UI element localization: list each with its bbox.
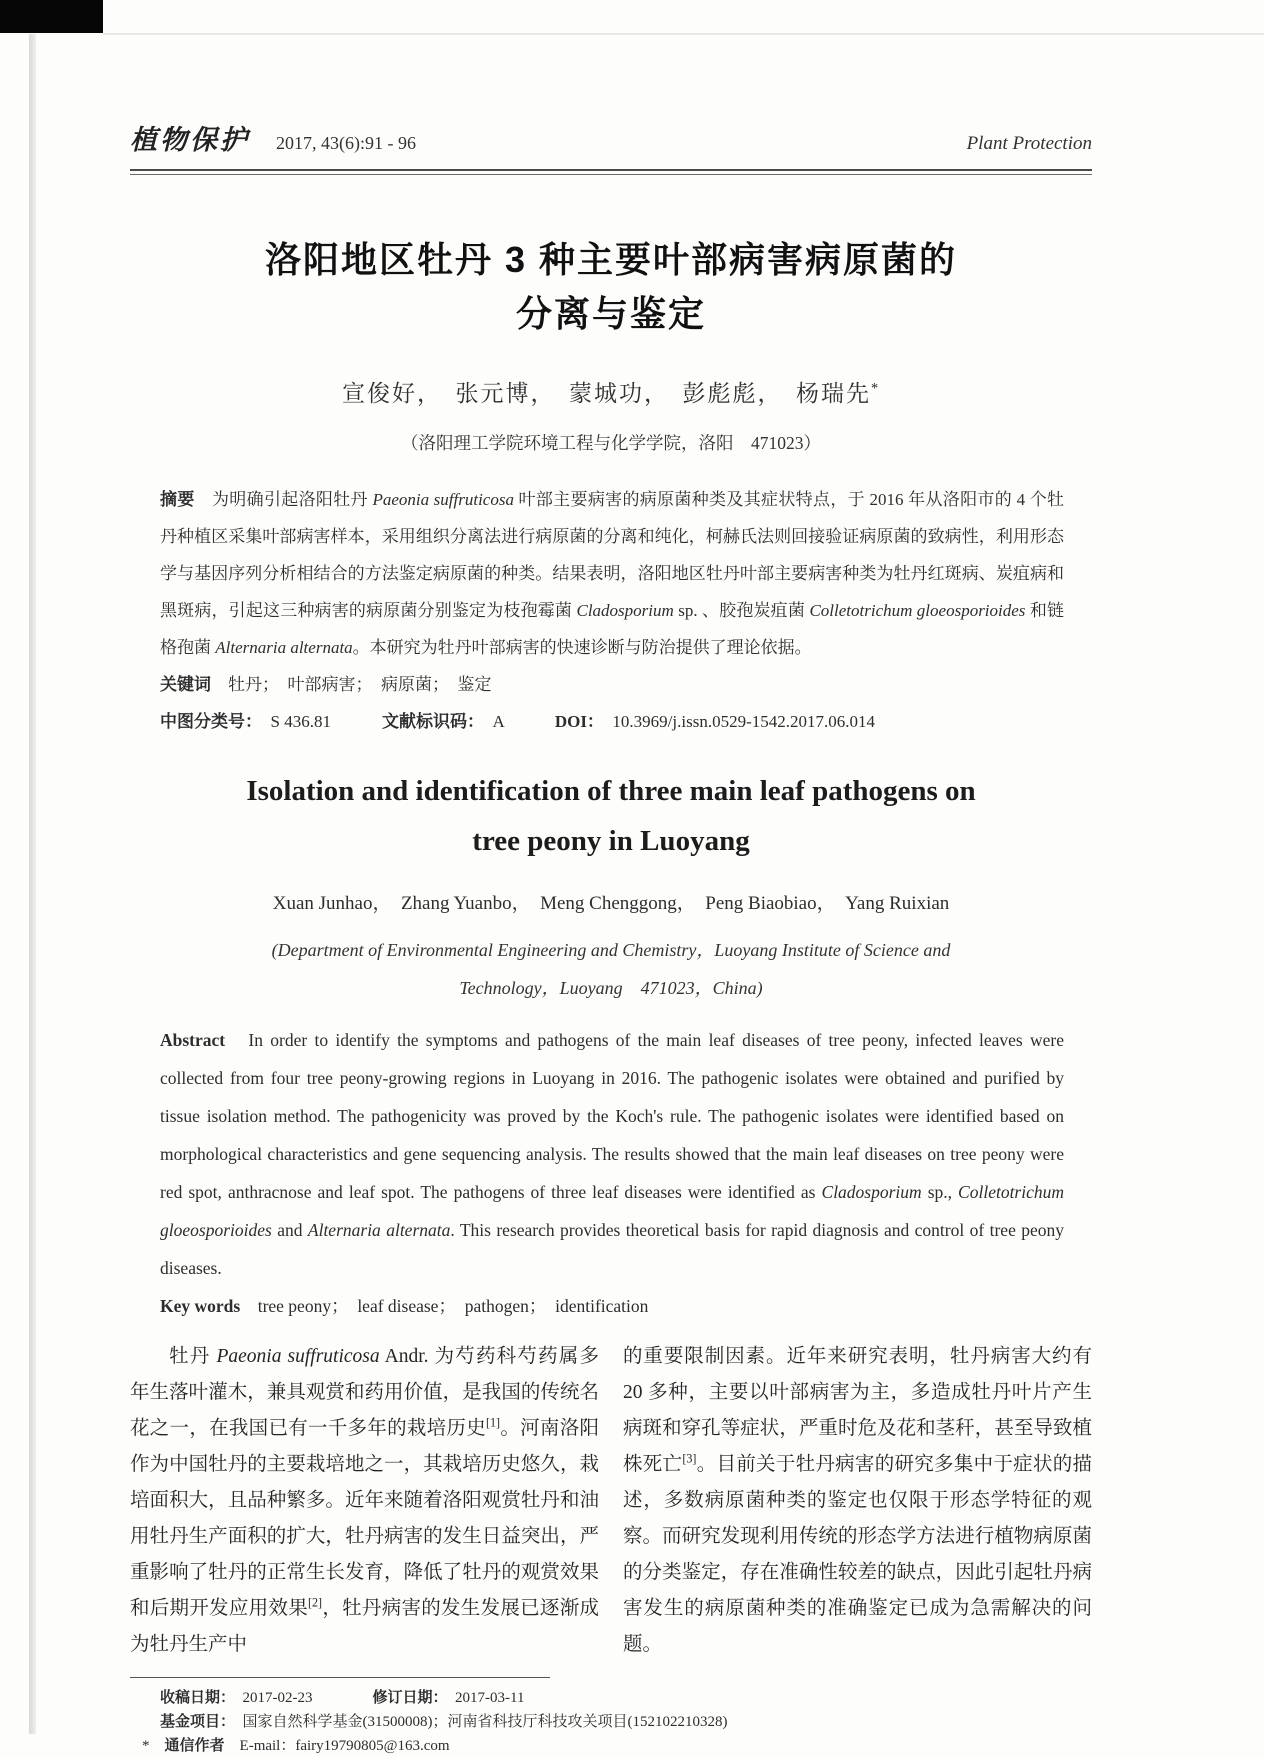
- abstract-en: Abstract In order to identify the symptoms and pathogens of the main leaf diseases of tree peony, infected leaves were collected from four tree peony-growing regions in Luoyang in 2016. The pathogenic isolates were obtained and purified by tissue isolation method. The pathogenicity was proved by the Koch's rule. The pathogenic isolates were identified based on morphological characteristics and gene sequencing analysis. The results showed that the main leaf diseases on tree peony were red spot, anthracnose and leaf spot. The pathogens of three leaf diseases were identified as Cladosporium sp., Colletotrichum gloeosporioides and Alternaria alternata. This research provides theoretical basis for rapid diagnosis and control of tree peony diseases.: [160, 1030, 1065, 1278]
- abstract-cn: 摘要 为明确引起洛阳牡丹 Paeonia suffruticosa 叶部主要病害的病原菌种类及其症状特点，于 2016 年从洛阳市的 4 个牡丹种植区采集叶部病害样本，采用组织分离法进行病原菌的分离和纯化，柯赫氏法则回接验证病原菌的致病性，利用形态学与基因序列分析相结合的方法鉴定病原菌的种类。结果表明，洛阳地区牡丹叶部主要病害种类为牡丹红斑病、炭疽病和黑斑病，引起这三种病害的病原菌分别鉴定为枝孢霉菌 Cladosporium sp. 、胶孢炭疽菌 Colletotrichum gloeosporioides 和链格孢菌 Alternaria alternata。本研究为牡丹叶部病害的快速诊断与防治提供了理论依据。: [160, 490, 1065, 657]
- affiliation-en: [130, 931, 1092, 1007]
- keywords-en: Key words tree peony； leaf disease； pathogen； identification: [160, 1296, 649, 1316]
- body-column-left: [130, 1339, 599, 1663]
- body-paragraph-right: 的重要限制因素。近年来研究表明，牡丹病害大约有 20 多种，主要以叶部病害为主，多造成牡丹叶片产生病斑和穿孔等症状，严重时危及花和茎秆，甚至导致植株死亡[3]。目前关于牡丹病害的研究多集中于症状的描述，多数病原菌种类的鉴定也仅限于形态学特征的观察。而研究发现利用传统的形态学方法进行植物病原菌的分类鉴定，存在准确性较差的缺点，因此引起牡丹病害发生的病原菌种类的准确鉴定已成为急需解决的问题。: [623, 1346, 1092, 1655]
- journal-name-en: Plant Protection: [966, 133, 1092, 154]
- paper-page: [130, 118, 1092, 1758]
- scan-artifact-top-edge: [103, 33, 1264, 35]
- affiliation-cn: （洛阳理工学院环境工程与化学学院，洛阳 471023）: [401, 433, 821, 453]
- article-title-cn: [130, 233, 1092, 341]
- footnote-rule: [130, 1677, 550, 1678]
- footnote-block: [130, 1686, 1092, 1758]
- keywords-cn: 关键词 牡丹； 叶部病害； 病原菌； 鉴定: [160, 675, 492, 694]
- article-title-cn-line2: 分离与鉴定: [515, 293, 706, 334]
- article-title-cn-line1: 洛阳地区牡丹 3 种主要叶部病害病原菌的: [264, 239, 958, 280]
- abstract-block-cn: [160, 481, 1064, 740]
- journal-name-cn: 植物保护: [130, 125, 250, 155]
- authors-en: Xuan Junhao， Zhang Yuanbo， Meng Chenggong， Peng Biaobiao， Yang Ruixian: [272, 893, 950, 914]
- body-columns: [130, 1339, 1092, 1663]
- affiliation-en-line1: (Department of Environmental Engineering and Chemistry，Luoyang Institute of Science and: [271, 940, 951, 960]
- journal-header: [130, 118, 1092, 169]
- article-title-en: [130, 766, 1092, 866]
- body-column-right: [623, 1339, 1092, 1663]
- article-title-en-line1: Isolation and identification of three main leaf pathogens on: [246, 775, 976, 807]
- funding-row: 基金项目： 国家自然科学基金(31500008)；河南省科技厅科技攻关项目(152102210328): [160, 1713, 728, 1730]
- scan-artifact-left-edge: [29, 34, 36, 1734]
- issue-info: 2017, 43(6):91 - 96: [276, 133, 416, 153]
- received-revised-dates-row: 收稿日期： 2017-02-23 修订日期： 2017-03-11: [160, 1689, 525, 1706]
- scan-artifact-corner: [0, 0, 103, 33]
- body-paragraph-left: 牡丹 Paeonia suffruticosa Andr. 为芍药科芍药属多年生落叶灌木，兼具观赏和药用价值，是我国的传统名花之一，在我国已有一千多年的栽培历史[1]。河南洛阳作为中国牡丹的主要栽培地之一，其栽培历史悠久，栽培面积大，且品种繁多。近年来随着洛阳观赏牡丹和油用牡丹生产面积的扩大，牡丹病害的发生日益突出，严重影响了牡丹的正常生长发育，降低了牡丹的观赏效果和后期开发应用效果[2]，牡丹病害的发生发展已逐渐成为牡丹生产中: [130, 1346, 599, 1655]
- corresponding-author-row: * 通信作者 E-mail：fairy19790805@163.com: [142, 1737, 450, 1754]
- header-rule: [130, 169, 1092, 175]
- affiliation-en-line2: Technology，Luoyang 471023，China): [459, 978, 763, 998]
- clc-doi-line: 中图分类号： S 436.81 文献标识码： A DOI： 10.3969/j.issn.0529-1542.2017.06.014: [160, 712, 875, 731]
- authors-cn: 宣俊好， 张元博， 蒙城功， 彭彪彪， 杨瑞先*: [341, 380, 881, 406]
- article-title-en-line2: tree peony in Luoyang: [472, 825, 750, 857]
